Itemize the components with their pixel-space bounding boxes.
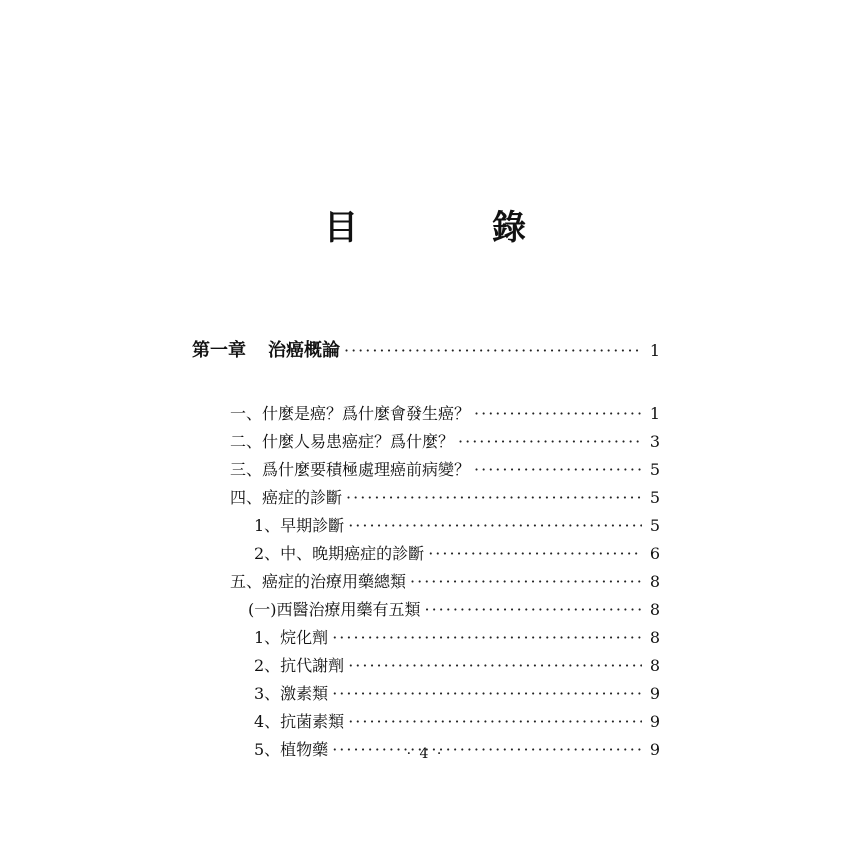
toc-entry-label: 3、激素類 [254, 684, 329, 703]
leader-dots [474, 456, 642, 484]
toc-entry[interactable] [192, 596, 660, 624]
toc-chapter-1[interactable] [192, 336, 660, 366]
toc-entry[interactable] [192, 624, 660, 652]
chapter-number: 第一章 [192, 340, 246, 361]
toc-entry[interactable] [192, 456, 660, 484]
toc-entry[interactable] [192, 400, 660, 428]
toc-entry[interactable] [192, 708, 660, 736]
toc-entry-page: 6 [649, 544, 660, 563]
leader-dots [458, 428, 642, 456]
leader-dots [425, 596, 643, 624]
toc-entry-label: (一)西醫治療用藥有五類 [248, 600, 421, 619]
toc-entry[interactable] [192, 428, 660, 456]
leader-dots [474, 400, 642, 428]
toc-entry-label: 2、中、晚期癌症的診斷 [254, 544, 425, 563]
footer-page-number: · 4 · [406, 746, 444, 762]
toc-entry-label: 五、癌症的治療用藥總類 [230, 572, 407, 591]
toc-entry-page: 5 [649, 488, 660, 507]
toc-entry-page: 9 [649, 740, 660, 759]
toc-entry-label: 1、早期診斷 [254, 516, 345, 535]
toc-entry-page: 8 [649, 628, 660, 647]
toc-entry-page: 8 [649, 600, 660, 619]
toc-entry[interactable] [192, 484, 660, 512]
toc-entry-page: 8 [649, 656, 660, 675]
chapter-title: 治癌概論 [268, 340, 340, 361]
table-of-contents [192, 336, 660, 764]
toc-entry-page: 1 [649, 404, 660, 423]
chapter-page-number: 1 [649, 341, 660, 360]
toc-entry-label: 1、烷化劑 [254, 628, 329, 647]
toc-entry-label: 5、植物藥 [254, 740, 329, 759]
toc-entry-page: 5 [649, 516, 660, 535]
toc-entry[interactable] [192, 652, 660, 680]
leader-dots [332, 680, 642, 708]
toc-entry-label: 一、什麼是癌？爲什麼會發生癌？ [230, 404, 471, 423]
leader-dots [410, 568, 642, 596]
toc-entry-page: 9 [649, 684, 660, 703]
toc-entry-page: 3 [649, 432, 660, 451]
leader-dots [348, 708, 642, 736]
leader-dots [348, 512, 642, 540]
toc-entry-page: 8 [649, 572, 660, 591]
toc-entry[interactable] [192, 568, 660, 596]
toc-entry[interactable] [192, 512, 660, 540]
leader-dots [348, 652, 642, 680]
leader-dots [332, 624, 642, 652]
toc-entry-page: 5 [649, 460, 660, 479]
leader-dots [346, 484, 642, 512]
toc-entry[interactable] [192, 680, 660, 708]
toc-entry-label: 4、抗菌素類 [254, 712, 345, 731]
leader-dots [344, 336, 642, 366]
toc-entry-label: 2、抗代謝劑 [254, 656, 345, 675]
toc-entry[interactable] [192, 540, 660, 568]
chapter-label [192, 336, 340, 366]
toc-entry-label: 四、癌症的診斷 [230, 488, 343, 507]
toc-entry-label: 二、什麼人易患癌症？爲什麼？ [230, 432, 455, 451]
page-title: 目 錄 [324, 208, 576, 248]
toc-entry-page: 9 [649, 712, 660, 731]
leader-dots [428, 540, 642, 568]
toc-entry-label: 三、爲什麼要積極處理癌前病變？ [230, 460, 471, 479]
